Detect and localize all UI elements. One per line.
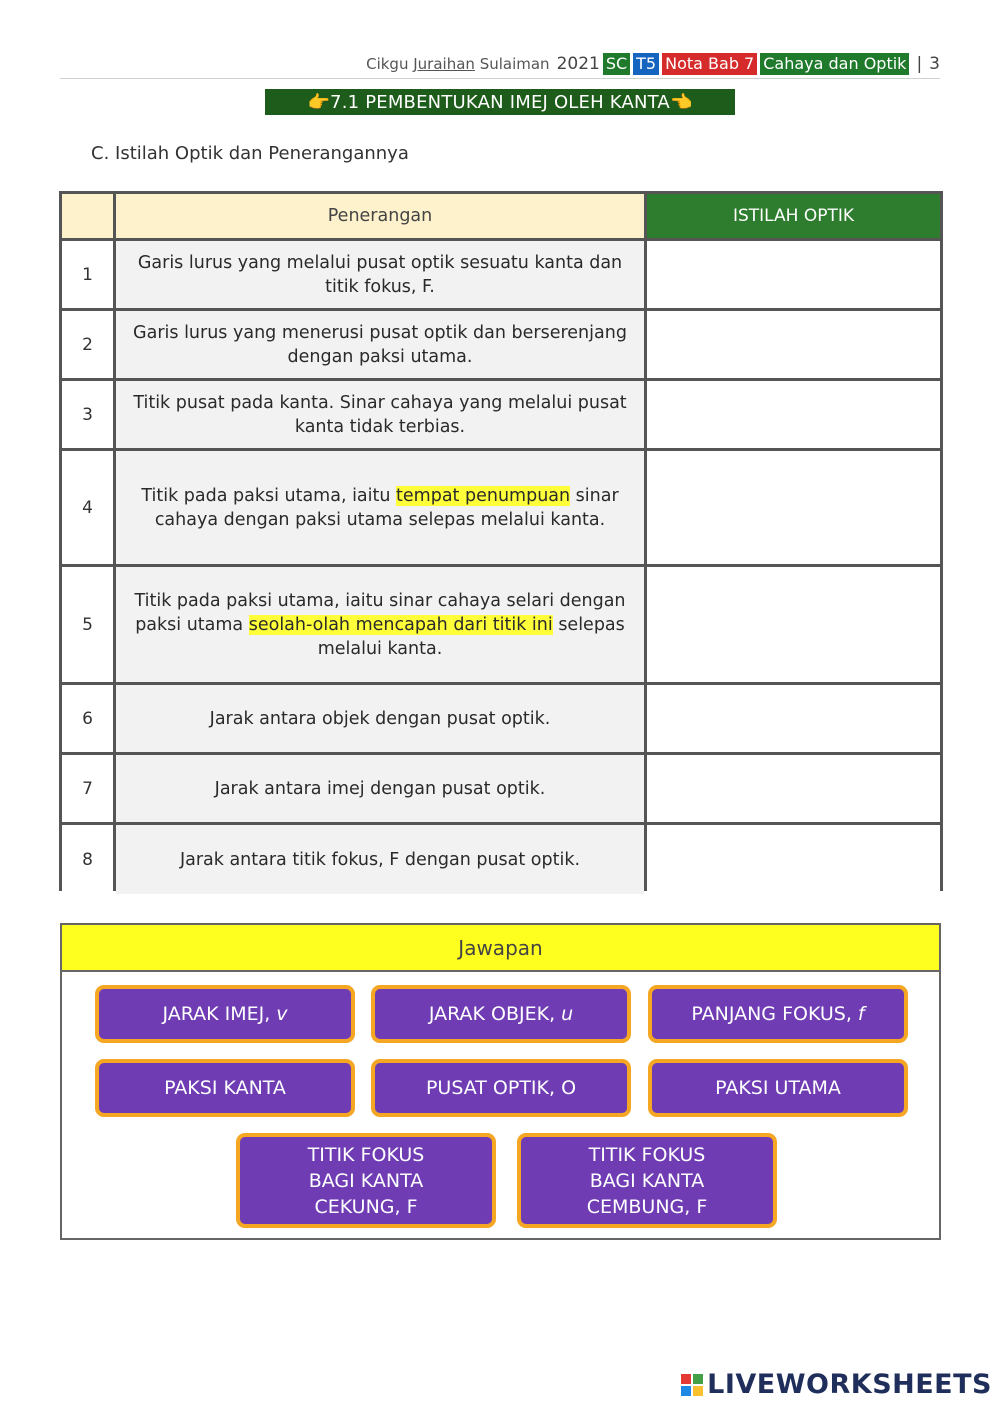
highlighted-text: seolah-olah mencapah dari titik ini [248,614,553,635]
row-description [116,311,644,378]
row-number: 8 [62,825,113,894]
answer-chip-symbol: u [561,1003,574,1025]
description-text: Garis lurus yang melalui pusat optik sesuatu kanta dan titik fokus, F. [137,252,623,297]
tag-subject: SC [603,53,630,75]
row-description [116,755,644,822]
author [366,55,549,73]
answer-chip-label: TITIK FOKUS BAGI KANTA CEKUNG, F [307,1143,425,1218]
answer-chip-label: JARAK IMEJ, [162,1003,271,1025]
tag-chapter: Cahaya dan Optik [760,53,909,75]
page-number: 3 [929,54,940,74]
answer-drop-cell[interactable] [647,381,940,448]
answer-chip-label: JARAK OBJEK, [428,1003,556,1025]
row-description [116,241,644,308]
row-description [116,381,644,448]
page-separator: | [916,54,923,74]
row-number: 4 [62,451,113,564]
answer-chip-label: PAKSI KANTA [164,1077,286,1099]
answer-bank-title: Jawapan [62,925,939,972]
answer-chip[interactable] [236,1133,496,1228]
answer-chip[interactable] [371,1059,631,1117]
answer-chip-symbol: f [857,1003,865,1025]
description-text: Jarak antara objek dengan pusat optik. [209,708,551,729]
tag-notes: Nota Bab 7 [662,53,757,75]
answer-drop-cell[interactable] [647,755,940,822]
row-description [116,825,644,894]
answer-bank [60,923,941,1240]
description-text: Titik pusat pada kanta. Sinar cahaya yang melalui pusat kanta tidak terbias. [133,392,627,437]
section-title: 👉7.1 PEMBENTUKAN IMEJ OLEH KANTA👈 [265,89,735,115]
header-description: Penerangan [116,194,644,238]
description-text: Titik pada paksi utama, iaitu sinar cahaya selari dengan paksi utama [134,590,626,635]
answer-chip-label: PUSAT OPTIK, O [425,1077,577,1099]
description-text: selepas melalui kanta. [317,614,625,659]
year: 2021 [556,54,600,74]
answer-drop-cell[interactable] [647,825,940,894]
answer-drop-cell[interactable] [647,451,940,564]
row-description [116,567,644,682]
row-number: 2 [62,311,113,378]
author-last: Sulaiman [479,55,550,73]
description-text: Garis lurus yang menerusi pusat optik dan berserenjang dengan paksi utama. [133,322,627,367]
row-description [116,685,644,752]
description-text: Jarak antara titik fokus, F dengan pusat optik. [179,849,581,870]
answer-drop-cell[interactable] [647,241,940,308]
brand-logo [681,1369,992,1400]
header-optical-term: ISTILAH OPTIK [647,194,940,238]
answer-drop-cell[interactable] [647,685,940,752]
row-number: 3 [62,381,113,448]
row-number: 5 [62,567,113,682]
answer-chip-label: PAKSI UTAMA [715,1077,841,1099]
subheading: C. Istilah Optik dan Penerangannya [91,143,409,164]
answer-chip[interactable] [95,1059,355,1117]
answer-chip[interactable] [517,1133,777,1228]
author-first: Cikgu [366,55,409,73]
description-text: sinar cahaya dengan paksi utama selepas melalui kanta. [154,485,619,530]
page-header [60,52,940,76]
row-number: 1 [62,241,113,308]
description-text: Titik pada paksi utama, iaitu [141,485,397,506]
answer-chip-label: PANJANG FOKUS, [691,1003,852,1025]
answer-chip[interactable] [648,1059,908,1117]
highlighted-text: tempat penumpuan [396,485,571,506]
answer-chip[interactable] [371,985,631,1043]
description-text: Jarak antara imej dengan pusat optik. [214,778,546,799]
answer-chip[interactable] [648,985,908,1043]
answer-drop-cell[interactable] [647,567,940,682]
answer-drop-cell[interactable] [647,311,940,378]
header-number-cell [62,194,113,238]
terms-table [59,191,943,891]
answer-chip-symbol: v [276,1003,288,1025]
row-number: 7 [62,755,113,822]
answer-chip[interactable] [95,985,355,1043]
brand-name: LIVEWORKSHEETS [707,1369,992,1400]
tag-form: T5 [633,53,659,75]
row-number: 6 [62,685,113,752]
answer-chip-label: TITIK FOKUS BAGI KANTA CEMBUNG, F [586,1143,708,1218]
author-name: Juraihan [413,55,475,73]
row-description [116,451,644,564]
brand-logo-icon [681,1374,703,1396]
header-divider [60,78,940,79]
